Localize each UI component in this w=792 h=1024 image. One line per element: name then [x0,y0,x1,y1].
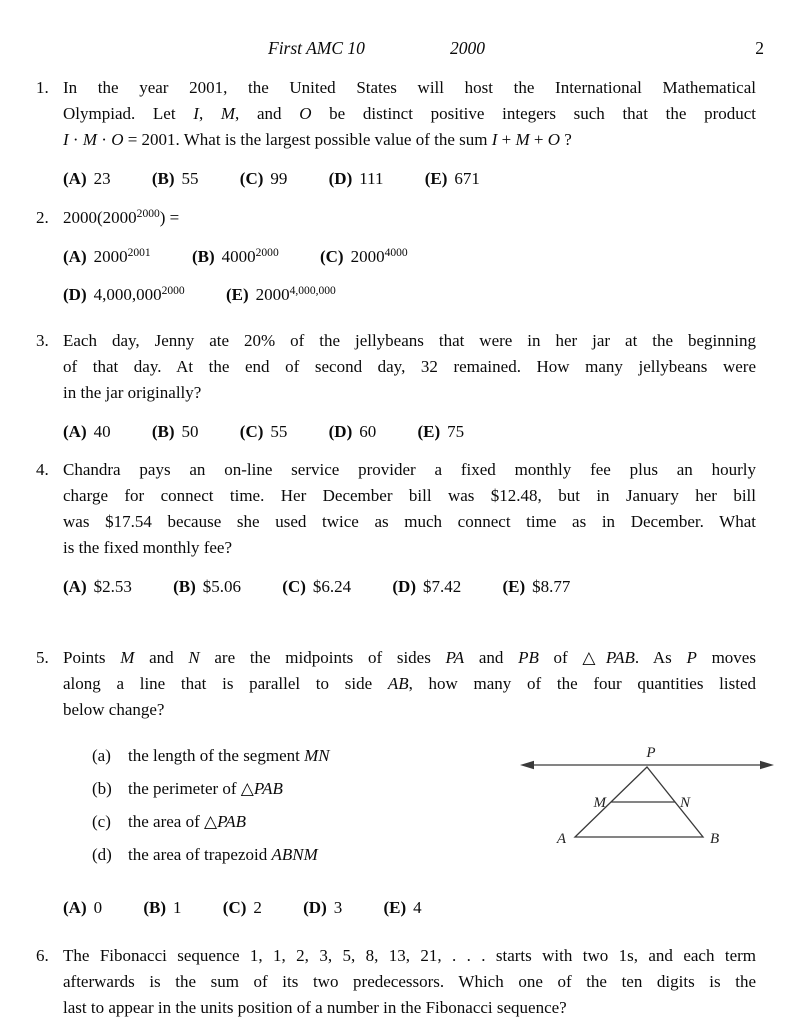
choice-label: (C) [239,422,264,441]
triangle-figure-svg [510,739,792,864]
choice-b [152,422,199,441]
choice-value: 4 [413,898,422,917]
choice-value: $5.06 [202,577,242,596]
choice-value: 40 [93,422,111,441]
choice-label: (D) [328,169,353,188]
answer-choices-row-1 [63,244,756,270]
choice-label: (D) [392,577,416,596]
choice-label: (A) [63,169,87,188]
subquestion-a [92,739,510,772]
choice-value: $4000^{2000}$ [221,246,279,266]
choice-a [63,422,111,441]
text-line: along a line that is parallel to side AB, how many of the four quantities listed [63,674,756,693]
choice-value: 111 [359,169,384,188]
text-line: charge for connect time. Her December bill was $12.48, but in January her bill [63,486,756,505]
choice-value: 2 [253,898,262,917]
choice-label: (C) [319,247,344,266]
answer-choices [63,895,756,921]
answer-choices [63,419,756,445]
choice-value: 1 [173,898,182,917]
problem-4 [36,457,756,600]
text-line: Olympiad. Let I, M, and O be distinct positive integers such that the product [63,104,757,123]
problem-number: 5. [36,648,49,667]
choice-d [63,285,185,304]
vertex-label-a: A [556,831,566,847]
subquestion-label: (c) [92,812,111,831]
left-arrowhead [520,761,534,769]
choice-value: 55 [270,422,288,441]
choice-value: 671 [454,169,480,188]
choice-label: (B) [143,898,167,917]
choice-value: $2000^{4000}$ [350,246,408,266]
choice-label: (A) [63,247,87,266]
choice-e [425,169,480,188]
choice-c [240,169,288,188]
vertex-label-p: P [646,745,656,761]
problem-5 [36,645,756,921]
problem-number: 4. [36,460,49,479]
text-line: is the fixed monthly fee? [63,538,233,557]
text-line: afterwards is the sum of its two predecessors. Which one of the ten digits is the [63,972,756,991]
choice-label: (E) [424,169,448,188]
problem-number: 3. [36,331,49,350]
choice-value: 99 [270,169,288,188]
choice-c [320,247,408,266]
choice-a [63,898,102,917]
text-line: was $17.54 because she used twice as much connect time as in December. What [63,512,756,531]
subquestion-list [63,739,510,871]
text-line: Chandra pays an on-line service provider a fixed monthly fee plus an hourly [63,460,756,479]
choice-d [392,577,461,596]
choice-value: 23 [93,169,111,188]
choice-e [503,577,571,596]
answer-choices [63,166,756,192]
answer-choices-row-2 [63,282,756,308]
choice-b [143,898,181,917]
choice-value: $2000^{2001}$ [93,246,151,266]
choice-label: (B) [151,169,175,188]
problem-2 [36,205,756,308]
subquestion-text: the area of trapezoid ABNM [128,845,318,864]
problem-text [63,943,756,1021]
vertex-label-n: N [680,795,691,811]
problem-text [63,328,756,406]
choice-b [173,577,241,596]
problem-6 [36,943,756,1021]
answer-choices [63,574,756,600]
choice-label: (E) [502,577,526,596]
choice-value: 75 [447,422,465,441]
choice-d [303,898,342,917]
header-title: First AMC 10 [268,38,365,58]
triangle-figure [510,739,792,869]
choice-value: $6.24 [312,577,352,596]
choice-value: 2000$^{4,000,000}$ [255,284,336,304]
choice-label: (A) [63,898,87,917]
text-line: The Fibonacci sequence 1, 1, 2, 3, 5, 8, 13, 21, . . . starts with two 1s, and each term [63,946,756,965]
choice-e [418,422,465,441]
choice-label: (C) [282,577,306,596]
problem-text [63,75,756,153]
choice-b [152,169,199,188]
choice-value: 3 [333,898,343,917]
choice-label: (B) [173,577,196,596]
choice-d [329,169,384,188]
choice-label: (D) [328,422,353,441]
problem-text [63,205,756,231]
text-line: in the jar originally? [63,383,202,402]
text-line: Points M and N are the midpoints of sides PA and PB of △PAB. As P moves [63,648,756,667]
choice-label: (E) [225,285,249,304]
header-year: 2000 [450,38,485,58]
choice-e [384,898,422,917]
subquestion-c [92,805,510,838]
choice-value: 0 [93,898,103,917]
choice-value: $8.77 [532,577,571,596]
text-line: below change? [63,700,165,719]
page-number: 2 [755,38,764,58]
choice-b [192,247,279,266]
problem-text [63,645,756,723]
choice-value: 50 [181,422,199,441]
subquestion-label: (b) [92,779,112,798]
subquestion-text: the length of the segment MN [128,746,330,765]
subquestion-label: (d) [92,845,112,864]
choice-value: $7.42 [423,577,462,596]
problem-3 [36,328,756,445]
choice-value: 55 [181,169,199,188]
choice-label: (B) [151,422,175,441]
choice-label: (C) [222,898,247,917]
choice-label: (B) [191,247,215,266]
choice-a [63,577,132,596]
vertex-label-b: B [710,831,720,847]
subquestion-label: (a) [92,746,111,765]
choice-e [226,285,336,304]
choice-label: (D) [63,285,87,304]
choice-c [223,898,262,917]
text-line: of that day. At the end of second day, 32 remained. How many jellybeans were [63,357,756,376]
choice-label: (E) [383,898,407,917]
right-arrowhead [760,761,774,769]
text-line: Each day, Jenny ate 20% of the jellybeans that were in her jar at the beginning [63,331,756,350]
choice-a [63,169,111,188]
text-line: I · M · O = 2001. What is the largest possible value of the sum I + M + O ? [63,130,572,149]
text-line: In the year 2001, the United States will host the International Mathematical [63,78,756,97]
text-line: $2000(2000^{2000})$ = [63,207,180,227]
choice-value: $2.53 [93,577,132,596]
choice-a [63,247,151,266]
subquestion-text: the perimeter of △PAB [128,779,283,798]
choice-label: (D) [303,898,327,917]
subquestion-b [92,772,510,805]
vertex-label-m: M [593,795,606,811]
choice-label: (A) [63,577,87,596]
problem-1 [36,75,756,192]
problem-text [63,457,756,561]
choice-c [240,422,288,441]
problem-number: 6. [36,946,49,965]
problem-number: 2. [36,208,49,227]
subquestion-text: the area of △PAB [128,812,247,831]
subquestion-d [92,838,510,871]
choice-value: $4,000,000^{2000}$ [93,284,185,304]
choice-label: (C) [239,169,264,188]
page-header [36,38,764,60]
choice-value: 60 [359,422,377,441]
text-line: last to appear in the units position of a number in the Fibonacci sequence? [63,998,567,1017]
problem-number: 1. [36,78,49,97]
choice-d [329,422,377,441]
choice-label: (E) [417,422,441,441]
choice-label: (A) [63,422,87,441]
choice-c [282,577,351,596]
